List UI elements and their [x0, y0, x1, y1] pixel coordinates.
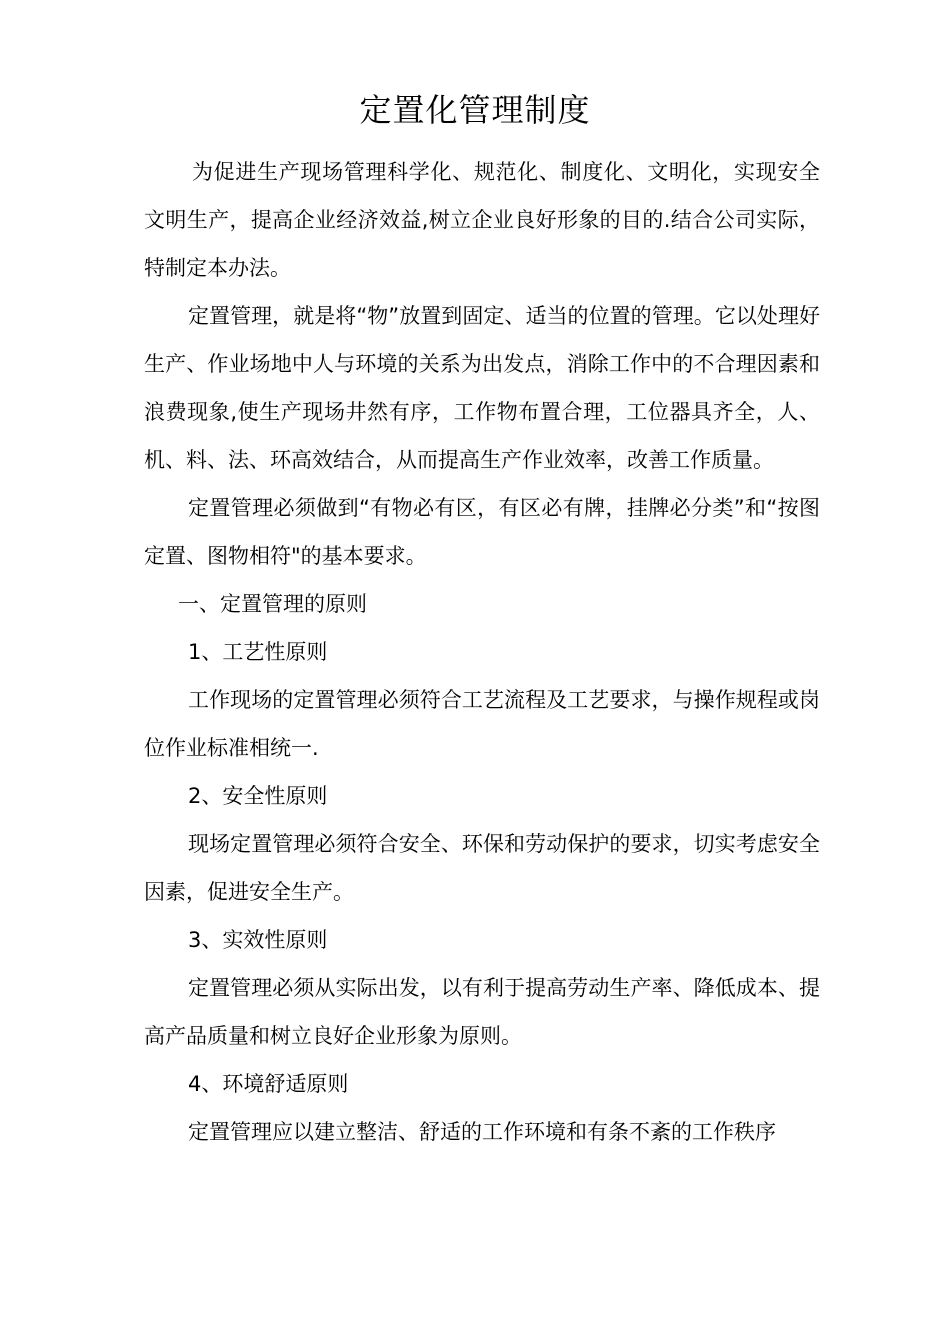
paragraph-requirements: 定置管理必须做到“有物必有区，有区必有牌，挂牌必分类”和“按图定置、图物相符"的基本要求。: [144, 496, 820, 568]
subheading-effectiveness-principle: 3、实效性原则: [188, 928, 328, 952]
subheading-process-principle: 1、工艺性原则: [188, 640, 328, 664]
document-body: [144, 148, 820, 1156]
paragraph-safety-principle: 现场定置管理必须符合安全、环保和劳动保护的要求，切实考虑安全因素，促进安全生产。: [144, 832, 820, 904]
paragraph-environment-principle: 定置管理应以建立整洁、舒适的工作环境和有条不紊的工作秩序: [188, 1120, 776, 1144]
paragraph-intro: 为促进生产现场管理科学化、规范化、制度化、文明化，实现安全文明生产，提高企业经济效益,树立企业良好形象的目的.结合公司实际，特制定本办法。: [144, 160, 820, 280]
paragraph-definition: 定置管理，就是将“物”放置到固定、适当的位置的管理。它以处理好生产、作业场地中人与环境的关系为出发点，消除工作中的不合理因素和浪费现象,使生产现场井然有序，工作物布置合理，工位器具齐全，人、机、料、法、环高效结合，从而提高生产作业效率，改善工作质量。: [144, 304, 820, 472]
paragraph-effectiveness-principle: 定置管理必须从实际出发，以有利于提高劳动生产率、降低成本、提高产品质量和树立良好企业形象为原则。: [144, 976, 820, 1048]
section-heading-principles: 一、定置管理的原则: [178, 592, 367, 616]
subheading-safety-principle: 2、安全性原则: [188, 784, 328, 808]
document-title: 定置化管理制度: [359, 91, 591, 129]
paragraph-process-principle: 工作现场的定置管理必须符合工艺流程及工艺要求，与操作规程或岗位作业标准相统一.: [144, 688, 820, 760]
subheading-environment-principle: 4、环境舒适原则: [188, 1072, 349, 1096]
